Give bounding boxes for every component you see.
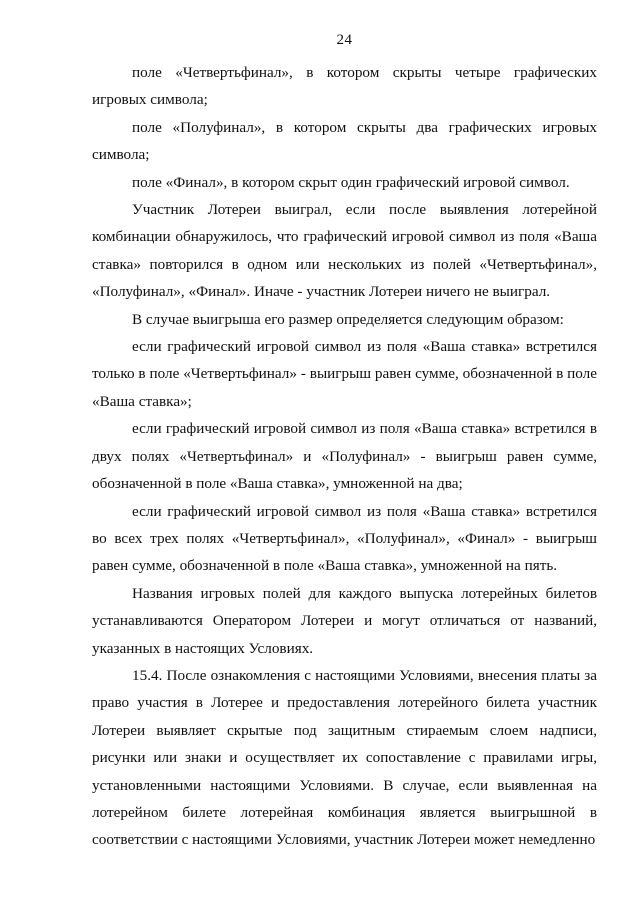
paragraph-prize-intro: В случае выигрыша его размер определяется следующим образом:: [132, 310, 564, 328]
paragraph-prize-two-fields: если графический игровой символ из поля «Ваша ставка» встретился в двух полях «Четвертьфинал» и «Полуфинал» - выигрыш равен сумме, обозначенной в поле «Ваша ставка», умноженной на два;: [92, 420, 597, 493]
body-text: [92, 59, 597, 854]
paragraph-final-field: поле «Финал», в котором скрыт один графический игровой символ.: [132, 173, 570, 191]
paragraph-semifinal-field: поле «Полуфинал», в котором скрыты два графических игровых символа;: [92, 118, 597, 164]
paragraph-win-condition: Участник Лотереи выиграл, если после выявления лотерейной комбинации обнаружилось, что графический игровой символ из поля «Ваша ставка» повторился в одном или нескольких из полей «Четвертьфинал», «Полуфинал», «Финал». Иначе - участник Лотереи ничего не выиграл.: [92, 201, 597, 301]
page-number: 24: [336, 32, 353, 48]
paragraph-prize-one-field: если графический игровой символ из поля «Ваша ставка» встретился только в поле «Четвертьфинал» - выигрыш равен сумме, обозначенной в поле «Ваша ставка»;: [92, 338, 597, 410]
paragraph-quarterfinal-field: поле «Четвертьфинал», в котором скрыты четыре графических игровых символа;: [92, 64, 597, 109]
paragraph-section-15-4: 15.4. После ознакомления с настоящими Условиями, внесения платы за право участия в Лотерее и предоставления лотерейного билета участник Лотереи выявляет скрытые под защитным стираемым слоем надписи, рисунки или знаки и осуществляет их сопоставление с правилами игры, установленными настоящими Условиями. В случае, если выявленная на лотерейном билете лотерейная комбинация является выигрышной в соответствии с настоящими Условиями, участник Лотереи может немедленно: [92, 666, 597, 849]
paragraph-field-names: Названия игровых полей для каждого выпуска лотерейных билетов устанавливаются Оператором Лотереи и могут отличаться от названий, указанных в настоящих Условиях.: [92, 584, 597, 657]
paragraph-prize-three-fields: если графический игровой символ из поля «Ваша ставка» встретился во всех трех полях «Четвертьфинал», «Полуфинал», «Финал» - выигрыш равен сумме, обозначенной в поле «Ваша ставка», умноженной на пять.: [92, 502, 597, 575]
